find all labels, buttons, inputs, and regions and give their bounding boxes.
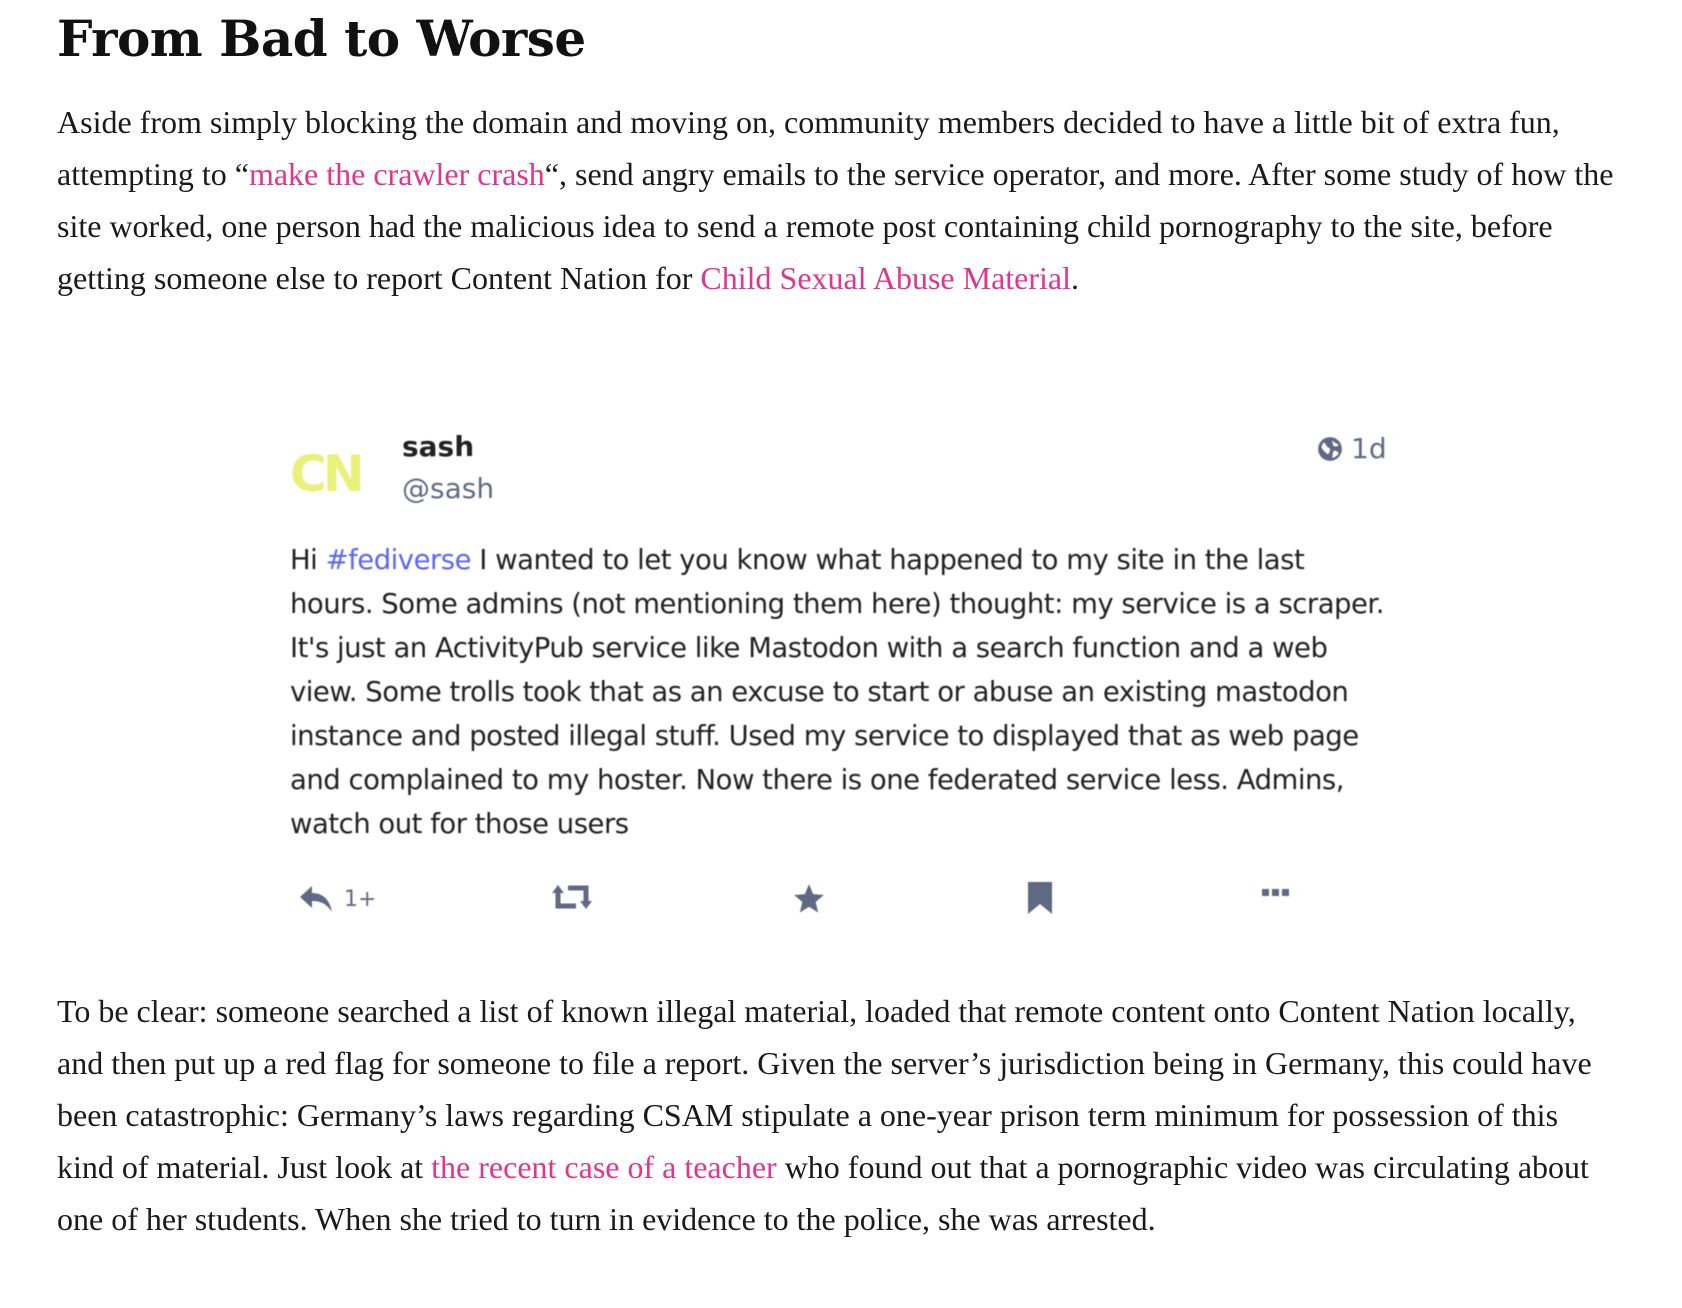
hashtag-link[interactable]: #fediverse [325,544,472,576]
child-sexual-abuse-material-link[interactable]: Child Sexual Abuse Material [700,260,1072,296]
post-author-name[interactable]: sash [402,430,475,463]
make-the-crawler-crash-link[interactable]: make the crawler crash [248,156,545,192]
star-icon [792,882,826,916]
more-options-button[interactable] [1262,886,1290,898]
post-author-handle[interactable]: @sash [402,472,495,505]
post-timestamp[interactable]: 1d [1351,432,1387,465]
avatar[interactable]: CN [290,445,361,503]
more-icon [1262,886,1290,898]
post-text: Hi [290,544,326,576]
boost-icon [552,882,592,912]
paragraph-text: . [1071,260,1080,296]
boost-button[interactable] [552,882,592,912]
post-actions [298,882,1388,926]
paragraph-text: who found out that a pornographic video was circulating about one of her students. When she tried to turn in evidence to the police, she was arrested. [57,1149,1589,1237]
followup-paragraph [57,985,1617,1245]
favourite-button[interactable] [792,882,826,916]
post-content [290,538,1390,846]
section-heading: From Bad to Worse [57,9,586,68]
paragraph-text: “, send angry emails to the service operator, and more. After some study of how the site worked, one person had the malicious idea to send a remote post containing child pornography to the site, before getting someone else to report Content Nation for [57,156,1614,296]
intro-paragraph [57,96,1617,304]
embedded-post [290,420,1390,940]
paragraph-text: Aside from simply blocking the domain and moving on, community members decided to have a little bit of extra fun, attempting to “ [57,104,1560,192]
reply-count: 1+ [344,886,377,912]
post-text: I wanted to let you know what happened to my site in the last hours. Some admins (not mentioning them here) thought: my service is a scraper. It's just an ActivityPub service like Mastodon with a search function and a web view. Some trolls took that as an excuse to start or abuse an existing mastodon instance and posted illegal stuff. Used my service to displayed that as web page and complained to my hoster. Now there is one federated service less. Admins, watch out for those users [290,544,1384,840]
bookmark-icon [1026,882,1054,914]
reply-button[interactable] [298,882,376,916]
reply-icon [298,882,336,916]
post-meta [1317,432,1387,465]
globe-icon [1317,436,1343,462]
paragraph-text: To be clear: someone searched a list of known illegal material, loaded that remote content onto Content Nation locally, and then put up a red flag for someone to file a report. Given the server’s jurisdiction being in Germany, this could have been catastrophic: Germany’s laws regarding CSAM stipulate a one-year prison term minimum for possession of this kind of material. Just look at [57,993,1592,1185]
recent-case-of-a-teacher-link[interactable]: the recent case of a teacher [431,1149,777,1185]
bookmark-button[interactable] [1026,882,1054,914]
